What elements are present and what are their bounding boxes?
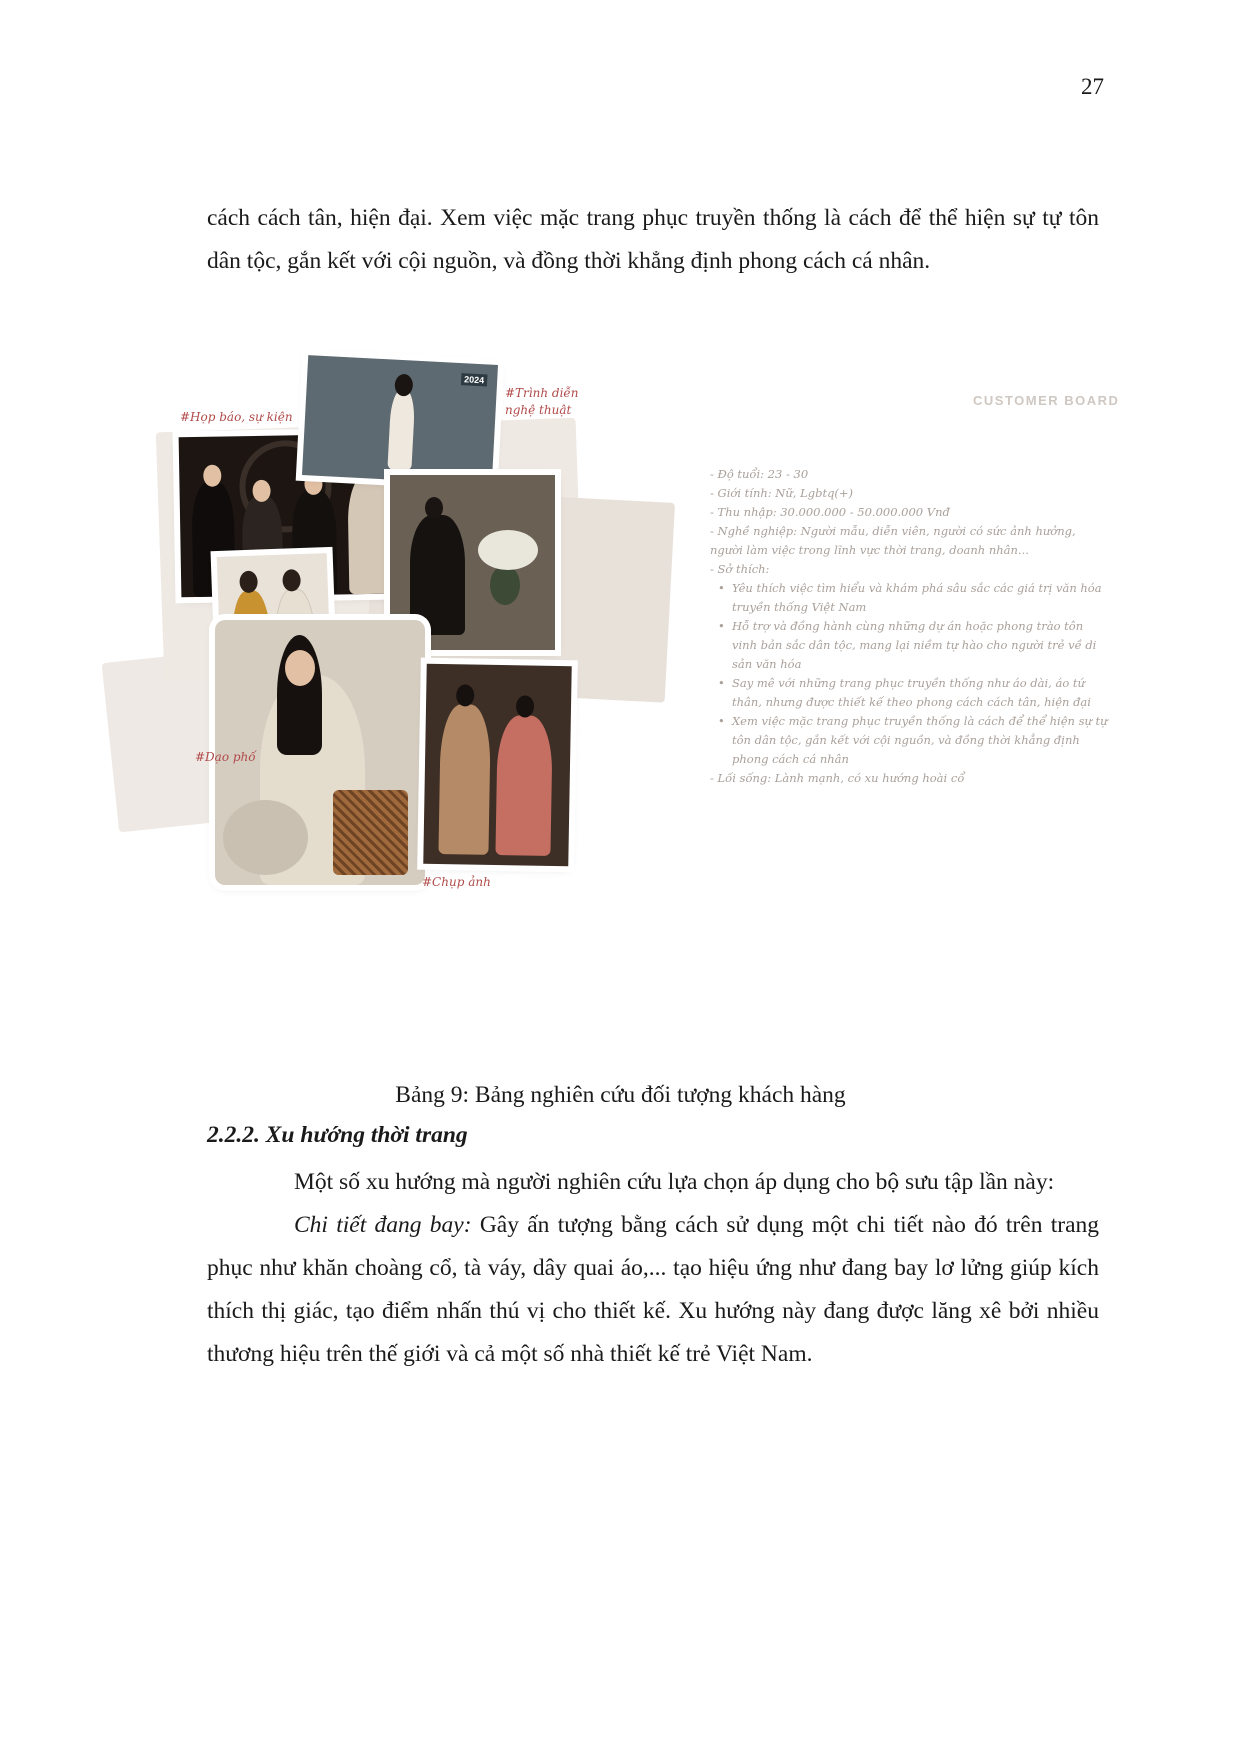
note-interest-item: • Say mê với những trang phục truyền thống như áo dài, áo tứ thân, nhưng được thiết kế theo phong cách cách tân, hiện đại <box>710 674 1110 712</box>
board-title: CUSTOMER BOARD <box>973 393 1120 408</box>
photo-performance <box>302 355 498 485</box>
person-head <box>239 571 258 594</box>
person-head <box>516 695 534 717</box>
trend-description: Gây ấn tượng bằng cách sử dụng một chi tiết nào đó trên trang phục như khăn choàng cổ, tà váy, dây quai áo,... tạo hiệu ứng như đang bay lơ lửng giúp kích thích thị giác, tạo điểm nhấn thú vị cho thiết kế. Xu hướng này đang được lăng xê bởi nhiều thương hiệu trên thế giới và cả một số nhà thiết kế trẻ Việt Nam. <box>207 1212 1099 1367</box>
note-occupation: - Nghề nghiệp: Người mẫu, diễn viên, người có sức ảnh hưởng, người làm việc trong lĩnh vực thời trang, doanh nhân... <box>710 524 1076 557</box>
person-head <box>203 465 221 487</box>
tag-street: #Dạo phố <box>195 750 256 764</box>
photo-year-badge: 2024 <box>461 373 488 386</box>
tag-press-event: #Họp báo, sự kiện <box>180 410 293 424</box>
note-income: - Thu nhập: 30.000.000 - 50.000.000 Vnđ <box>710 505 950 519</box>
person-figure <box>495 715 552 856</box>
figure-caption: Bảng 9: Bảng nghiên cứu đối tượng khách hàng <box>395 1082 846 1108</box>
performer-head <box>394 374 413 397</box>
customer-board-figure <box>100 375 1120 1015</box>
person-figure <box>347 474 395 595</box>
note-age: - Độ tuổi: 23 - 30 <box>710 467 809 481</box>
trend-term: Chi tiết đang bay: <box>294 1212 472 1238</box>
trend-detail-paragraph <box>207 1204 1099 1376</box>
page-number: 27 <box>1081 74 1104 99</box>
photo-photoshoot <box>423 664 571 867</box>
trend-intro-paragraph: Một số xu hướng mà người nghiên cứu lựa chọn áp dụng cho bộ sưu tập lần này: <box>294 1169 1055 1195</box>
woven-basket <box>333 790 408 875</box>
note-gender: - Giới tính: Nữ, Lgbtq(+) <box>710 486 854 500</box>
note-interest-item: • Hỗ trợ và đồng hành cùng những dự án hoặc phong trào tôn vinh bản sắc dân tộc, mang lại niềm tự hào cho người trẻ về di sản văn hóa <box>710 617 1110 674</box>
tag-photoshoot: #Chụp ảnh <box>422 875 491 889</box>
seated-figure <box>410 515 465 635</box>
note-interests: - Sở thích: <box>710 562 770 576</box>
intro-paragraph: cách cách tân, hiện đại. Xem việc mặc trang phục truyền thống là cách để thể hiện sự tự tôn dân tộc, gắn kết với cội nguồn, và đồng thời khẳng định phong cách cá nhân. <box>207 205 1099 274</box>
customer-profile-notes <box>710 465 1110 788</box>
tag-performance: #Trình diễn nghệ thuật <box>505 386 579 417</box>
note-interest-item: • Xem việc mặc trang phục truyền thống là cách để thể hiện sự tự tôn dân tộc, gắn kết với cội nguồn, và đồng thời khẳng định phong cách cá nhân <box>710 712 1110 769</box>
conical-hat <box>223 800 308 875</box>
portrait-head <box>285 650 315 686</box>
person-head <box>456 684 474 706</box>
performer-figure <box>387 390 415 471</box>
seated-head <box>425 497 443 519</box>
note-lifestyle: - Lối sống: Lành mạnh, có xu hướng hoài cổ <box>710 771 965 785</box>
flowers <box>478 530 538 570</box>
note-interest-item: • Yêu thích việc tìm hiểu và khám phá sâu sắc các giá trị văn hóa truyền thống Việt Nam <box>710 579 1110 617</box>
person-figure <box>438 704 491 855</box>
flower-vase <box>490 565 520 605</box>
section-heading: 2.2.2. Xu hướng thời trang <box>207 1122 468 1148</box>
